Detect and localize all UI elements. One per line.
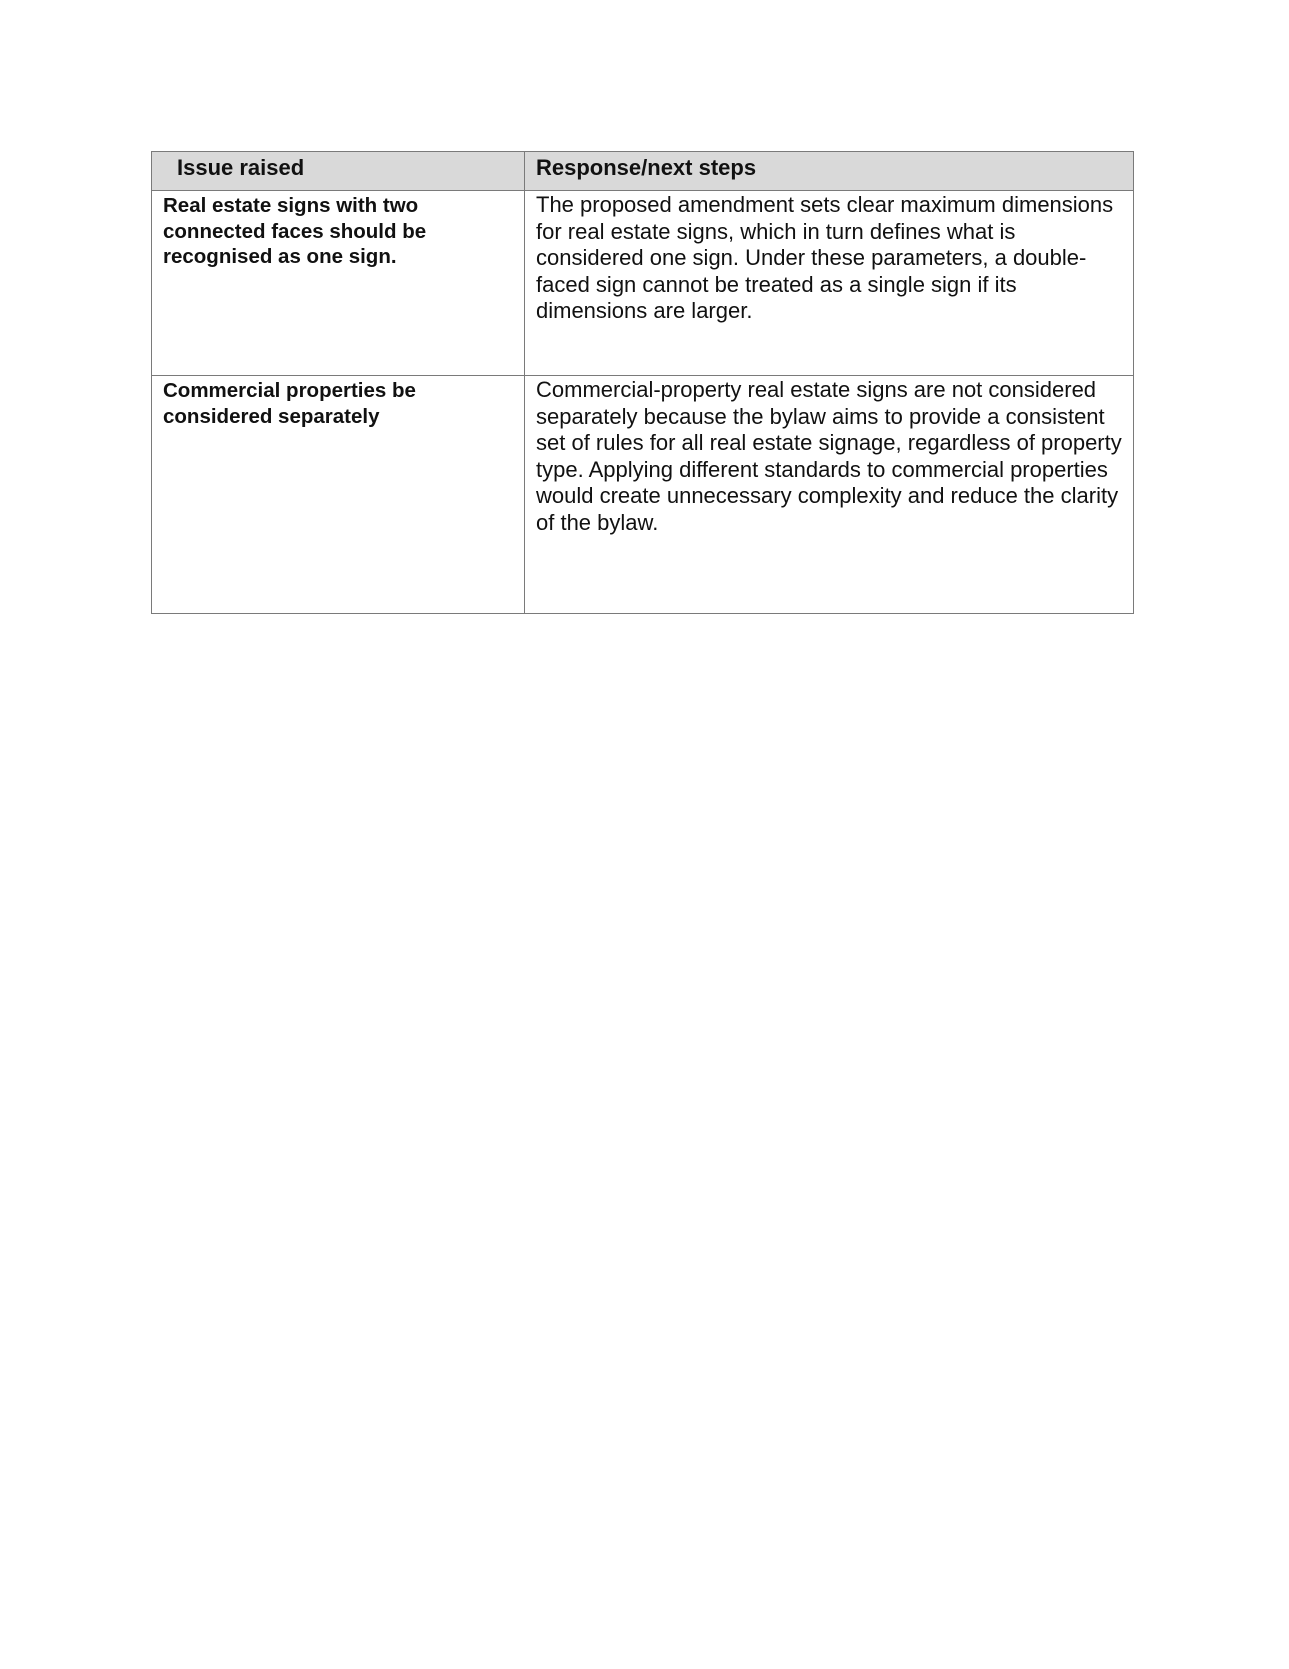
- issue-cell: Commercial properties be considered separately: [152, 376, 525, 614]
- header-response-next-steps: Response/next steps: [525, 152, 1134, 191]
- header-row: [152, 152, 1134, 191]
- table-body: [152, 191, 1134, 614]
- header-issue-raised: Issue raised: [152, 152, 525, 191]
- response-cell: Commercial-property real estate signs are not considered separately because the bylaw aims to provide a consistent set of rules for all real estate signage, regardless of property type. Applying different standards to commercial properties would create unnecessary complexity and reduce the clarity of the bylaw.: [525, 376, 1134, 614]
- issue-cell: Real estate signs with two connected faces should be recognised as one sign.: [152, 191, 525, 376]
- table-row: [152, 191, 1134, 376]
- response-cell: The proposed amendment sets clear maximum dimensions for real estate signs, which in turn defines what is considered one sign. Under these parameters, a double-faced sign cannot be treated as a single sign if its dimensions are larger.: [525, 191, 1134, 376]
- table-header: [152, 152, 1134, 191]
- table-row: [152, 376, 1134, 614]
- consultation-response-table: [151, 151, 1134, 614]
